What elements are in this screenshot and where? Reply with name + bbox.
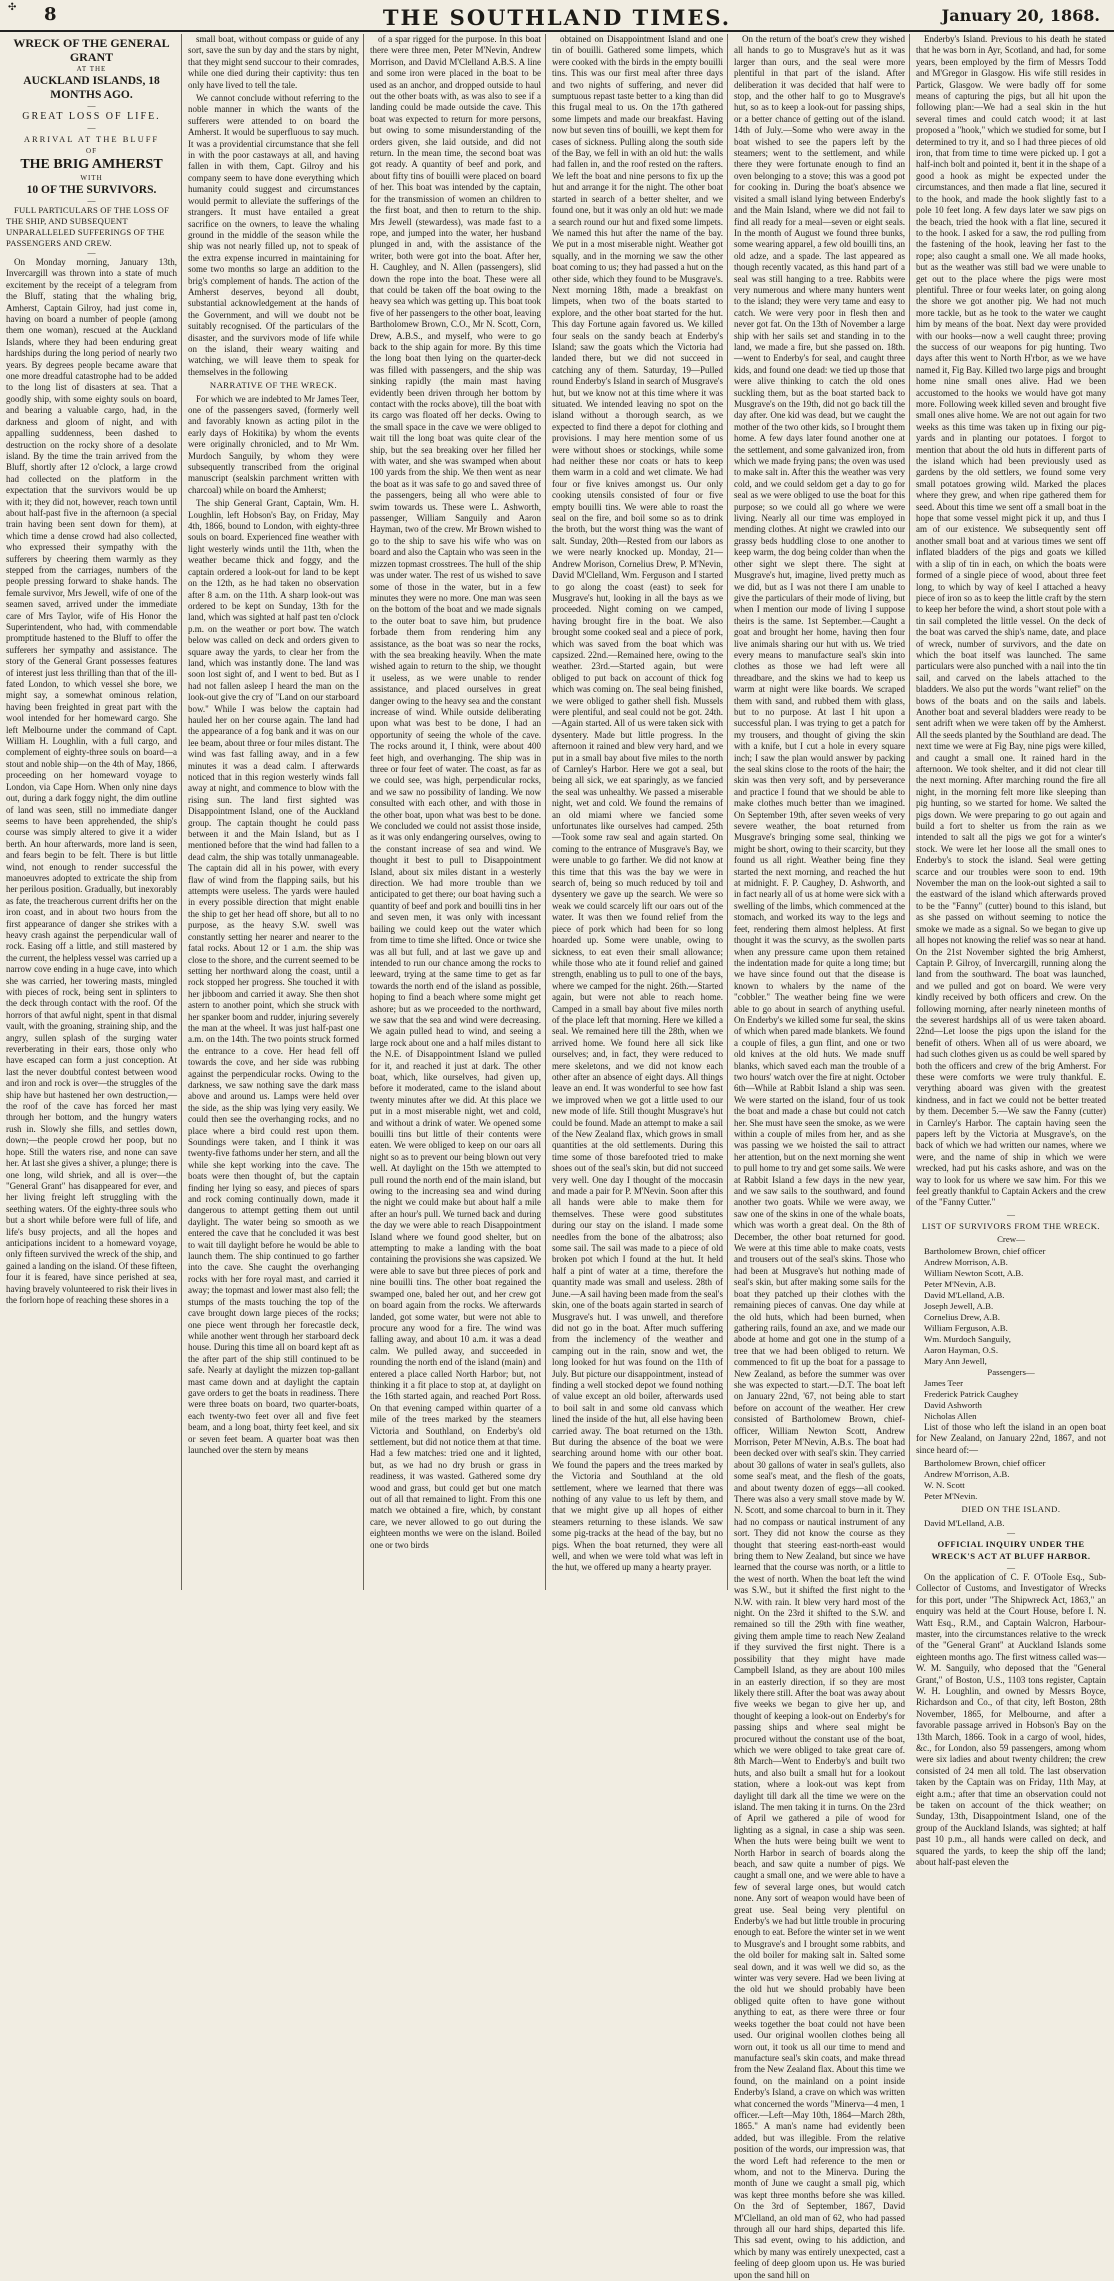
- list-item: Peter M'Nevin.: [924, 1491, 978, 1502]
- list-item: David M'Lelland, A.B.: [924, 1289, 1005, 1300]
- headline-survivors: 10 OF THE SURVIVORS.: [26, 184, 157, 196]
- masthead: [0, 0, 1114, 32]
- list-item: William Ferguson, A.B.: [924, 1322, 1008, 1333]
- headline-brig: THE BRIG AMHERST: [20, 157, 163, 172]
- paragraph: On the return of the boat's crew they wished all hands to go to Musgrave's hut as it was larger than ours, and the seal were more plentiful in that part of the island. After deliberation it was decided that half were to stop, and the other half to go to Musgrave's hut, so as to keep a look-out for passing ships, or a better chance of getting out of the island. 14th of July.—Some who were away in the boat wished to see the papers left by the steamers; went to the settlement, and while there they were fortunate enough to find an oven belonging to a stove; this was a good pot for cooking in. During the boat's absence we visited a small island lying between Enderby's and the Main Island, where we did not fail to find all ready for a meal—seven or eight seals. In the month of August we found three bunks, some wearing apparel, a few old bouilli tins, an old adze, and a spade. The last appeared as though recently vacated, as this hand part of a seal was still hanging to a tree. Rabbits were very numerous and where many hunters went to the island; they were very tame and easy to catch. We were very poor in flesh then and never got fat. On the 13th of November a large ship with her sails set and standing in to the land, we made a fire, but she passed on. 18th.—went to Enderby's for seal, and caught three kids, and found one dead: we tied up those that were alive thinking to catch the old ones suckling them, but as the boat started back to Musgrave's on the 19th, did not go back till the day after. One kid was dead, but we caught the mother of the two other kids, so I brought them home. A few days later found another one at the settlement, and some galvanized iron, from which we made frying pans; the oven was used to make salt in. After this the weather was very cold, and we could seldom get a day to go for seal as we were obliged to use the boat for this purpose; so we could all go where we were living. Nearly all our time was employed in mending clothes. At night we crawled into our grassy beds huddling close to one another to keep warm, the dog being colder than when the other sight we slept there. The sight at Musgrave's hut, imagine, lived pretty much as we did, but as I was not there I am unable to give the particulars of their mode of living, but when I mention our mode of living I suppose theirs is the same. 1st September.—Caught a goat and brought her home, having then four live animals sharing our hut with us. We tried every means to manufacture seal's skin into clothes as those we had left were all threadbare, and the skins we had to keep us warm at night were like boards. We scraped them with sand, and rubbed them with glass, but to no purpose. At last I hit upon a successful plan. I was trying to get a patch for my trousers, and thought of giving the skin with a knife, but I cut a hole in every square inch; I saw the plan would answer by packing the seal skins close to the roots of the hair; the skin was then very soft, and by perseverance and practice I found that we should be able to make clothes much better than we imagined. On September 19th, after seven weeks of very severe weather, the boat returned from Musgrave's bringing some seal, thinking we might be short, owing to their scarcity, but they found us all right. Weather being fine they started the next morning, and reached the hut at midnight. F. P. Caughey, D. Ashworth, and in fact nearly all of us at home were sick with a swelling of the limbs, which commenced at the stomach, and worked its way to the legs and feet, rendering them almost helpless. At first thought it was the scurvy, as the swollen parts when any pressure came upon them retained the indentation made for quite a long time; but we have since found out that the disease is known to whalers by the name of the "cobbler." The weather being fine we were able to go about in search of anything useful. On Enderby's we killed some fur seal, the skins of which when pared made blankets. We found a couple of files, a gun flint, and one or two old knives at the old huts. We made snuff blanks, which saved each man the trouble of a two hours' watch over the fire at night. October 6th—While at Rabbit Island a ship was seen. We were started on the island, four of us took the boat and made a chase but could not catch her. She must have seen the smoke, as we were within a couple of miles from her, and as she was passing we we hoisted the sail to attract her attention, but on the next morning she went to pull home to try and get some sails. We were at Rabbit Island a few days in the new year, and we saw sails to the southward, and found another two goats. While we were away, we saw one of the skins in one of the whale boats, which was worth a great deal. On the 8th of December, the other boat returned for good. We were at this time able to make coats, vests and trousers out of the seal's skins. Those who had been at Musgrave's hut nothing made of seal's skin, but after making some sails for the boat they patched up their clothes with the remaining pieces of canvas. One day while at the old huts, which had been burned, when gathering rails, found an axe, and we made our abode at home and got one in the stump of a tree that we had been obliged to return. We commenced to fit up the boat for a passage to New Zealand, as before the summer was over she was expected to start.—D.T. The boat left on January 22nd, '67, not being able to start before on account of the weather. Her crew consisted of Bartholomew Brown, chief-officer, William Newton Scott, Andrew Morrison, Peter M'Nevin, A.B.s. The boat had been decked over with seal's skin. They carried about 30 gallons of water in seal's gullets, also some seal's meat, and the flesh of the goats, and about twenty dozen of eggs—all cooked. There was also a very small stove made by W. N. Scott, and some charcoal to burn in it. They had no compass or nautical instrument of any sort. They did not know the course as they thought that steering east-north-east would bring them to New Zealand, but since we have learned that the course was north, or a little to the west of north. When the boat left the wind was S.W., but it shifted the first night to the N.W. with rain. It blew very hard most of the night. On the 23rd it shifted to the S.W. and remained so till the 29th with fine weather, giving them ample time to reach New Zealand if they survived the first night. There is a possibility that they might have made Campbell Island, as they are about 100 miles in an easterly direction, if so they are most likely there still. After the boat was away about five weeks we began to give her up, and thought of keeping a look-out on Enderby's for passing ships and where seal might be procured without the constant use of the boat, which we were obliged to take great care of. 8th March—Went to Enderby's and built two huts, and also built a small hut for a lookout station, where a look-out was kept from daylight till dark all the time we were on the island. The men taking it in turns. On the 23rd of April we gathered a pile of wood for lighting as a signal, in case a ship was seen. When the huts were being built we went to North Harbor in search of boards along the beach, and saw quite a number of pigs. We caught a small one, and we were able to have a few of several large ones, but would catch none. Any sort of weapon would have been of great use. Seal being very plentiful on Enderby's we had but little trouble in procuring enough to eat. Before the winter set in we went to Musgrave's and I brought some rabbits, and the old boiler for making salt in. Salted some seal down, and it was well we did so, as the winter was very severe. Had we been living at the old hut we should probably have been obliged quite often to have gone without anything to eat, as there were three or four weeks together the boat could not have been used. Our original woollen clothes being all worn out, it took us all our time to mend and manufacture seal's skin coats, and make thread from the New Zealand flax. About this time we found, on the mainland on a point inside Enderby's Island, a crave on which was written what concerned the words "Minerva—4 men, 1 officer.—Left—May 10th, 1864—March 28th, 1865." A man's name had evidently been added, but was illegible. From the relative position of the words, our impression was, that the word Left had reference to the men or whom, and not to the Minerva. During the month of June we caught a small pig, which was kept three months before she was killed. On the 3rd of September, 1867, David M'Clelland, an old man of 62, who had passed through all our hard ships, departed this life. This sad event, owing to his addiction, and which by many was entirely unexpected, cast a feeling of deep gloom upon us. He was buried upon the sand hill on: [734, 34, 905, 2280]
- newspaper-title: THE SOUTHLAND TIMES.: [382, 5, 732, 30]
- paragraph: We cannot conclude without referring to the noble manner in which the wants of the sufferers were attended to on board the Amherst. It would be superfluous to say much. It was a providential circumstance that she fell in with the poor castaways at all, and having fallen in with them, Capt. Gilroy and his company seem to have done everything which humanity could suggest and circumstances would permit to alleviate the sufferings of the strangers. It must have entailed a great sacrifice on the owners, to leave the whaling ground in the middle of the season while the ship was not nearly filled up, not to speak of the extra expense incurred in maintaining for some two months so large an addition to the brig's complement of hands. The action of the Amherst deserves, beyond all doubt, substantial acknowledgement at the hands of the Government, and will we doubt not be suitably recognised. Of the particulars of the disaster, and the survivors mode of life while on the island, their weary waiting and watching, we will leave them to speak for themselves in the following: [188, 93, 359, 377]
- headline-of: OF: [86, 147, 97, 155]
- page-number: 8: [44, 4, 57, 25]
- paragraph: of a spar rigged for the purpose. In this boat there were three men, Peter M'Nevin, Andrew Morrison, and David M'Clelland A.B.S. A line and some iron were placed in the boat to be used as an anchor, and dropped outside to haul out the other boats with, as was also to see if a landing could be made outside the cave. This boat was expected to return for more persons, but owing to some misunderstanding of the orders given, she laid outside, and did not return. In the mean time, the second boat was got ready. A quantity of beef and pork, and about fifty tins of bouilli were placed on board of her. This boat was intended by the captain, for the transmission of women an children to the first boat, and then to return to the ship. Mrs Jewell (stewardess), was made fast to a rope, and jumped into the water, her husband plunged in and, with the assistance of the writer, both were got into the boat. After her, H. Caughley, and N. Allen (passengers), slid down the rope into the boat. These were all that could be taken off the boat owing to the heavy sea which was getting up. This boat took five of her passengers to the other boat, leaving Bartholomew Brown, C.O., Mr N. Scott, Corn, Drew, A.B.S., and myself, who were to go back to the ship again for more. By this time the long boat then lying on the quarter-deck was filled with passengers, and the ship was sinking rapidly (the main mast having evidently been driven through her bottom by contact with the rocks above), till the boat with its cargo was floated off her decks. Owing to the small space in the cave we were obliged to wait till the long boat was quite clear of the ship, but the sea breaking over her filled her with water, and she was swamped when about 100 yards from the ship. We then went as near the boat as it was safe to go and saved three of the passengers, being all who were able to swim towards us. These were L. Ashworth, passenger, William Sanguily and Aaron Hayman, two of the crew. Mr Brown wished to go to the ship to save his wife who was on board and also the Captain who was seen in the mizzen topmast crosstrees. The hull of the ship was under water. The rest of us wished to save some of those in the water, but in a few minutes they were no more. One man was seen on the bottom of the boat and we made signals to the outer boat to save him, but prudence forbade them from rendering him any assistance, as the boat was so near the rocks, with the sea breaking heavily. When the mate wished again to return to the ship, we thought it useless, as we were unable to render assistance, and placed ourselves in great danger owing to the heavy sea and the constant increase of wind. While outside deliberating upon what was best to be done, I had an opportunity of seeing the whole of the cave. The rocks around it, I think, were about 400 feet high, and overhanging. The ship was in three or four feet of water. The coast, as far as we could see, was high, perpendicular rocks, and we saw no possibility of landing. We now consulted with each other, and with those in the other boat, upon what was best to be done. We concluded we could not assist those inside, as it was only endangering ourselves, owing to the constant increase of sea and wind. We thought it best to pull to Disappointment Island, about six miles distant in a westerly direction. We had more trouble than we anticipated to get there; our boat having such a quantity of beef and pork and bouilli tins in her and seven men, it was only with incessant bailing we could keep out the water which from time to time she lifted. Once or twice she was all but full, and at last we gave up and intended to run our chance among the rocks to leeward, trying at the same time to get as far towards the north end of the island as possible, hoping to find a beach where some might get ashore; but as we proceeded to the northward, we saw that the sea and wind were decreasing. We again pulled head to wind, and seeing a large rock about one and a half miles distant to the N.E. of Disappointment Island we pulled for it, and reached it just at dark. The other boat, which, like ourselves, had given up, before it moderated, came to the island about twenty minutes after we did. At this place we put in a most miserable night, wet and cold, and without a drink of water. We opened some bouilli tins but little of their contents were eaten. We were obliged to keep on our oars all night so as to prevent our being blown out very well. At daylight on the 15th we attempted to pull round the north end of the main island, but owing to the increasing sea and wind during the night we could make but about half a mile after an hour's pull. We turned back and during the day we were able to reach Disappointment Island where we found good shelter, but on attempting to make a landing with the boat containing the provisions she was capsized. We were able to save but three pieces of pork and nine bouilli tins. The other boat regained the swamped one, baled her out, and her crew got on board again from the rocks. We afterwards landed, got some water, but were not able to procure any wood for a fire. The wind was falling away, and about 10 a.m. it was a dead calm. We pulled away, and succeeded in rounding the north end of the island (main) and entered a place called North Harbor; but, not thinking it a fit place to stop at, at daylight on the 16th started again, and reached Port Ross. On that evening camped within quarter of a mile of the trees marked by the steamers Victoria and Southland, on Enderby's old settlement, but did not notice them at that time. Had a few matches: tried one and it lighted, but, as we had no dry brush or grass in readiness, it was wasted. Gathered some dry wood and grass, but could get but one match out of all that remained to light. From this one match we obtained a fire, which, by constant care, we never allowed to go out during the eighteen months we were on the island. Boiled one or two birds: [370, 34, 541, 1550]
- boat-list: [916, 1458, 1106, 1502]
- column-4: [552, 34, 723, 1590]
- list-item: Andrew Morrison, A.B.: [924, 1256, 1008, 1267]
- headline-great-loss: GREAT LOSS OF LIFE.: [22, 111, 161, 122]
- list-item: Bartholomew Brown, chief officer: [924, 1245, 1046, 1256]
- paragraph: small boat, without compass or guide of any sort, save the sun by day and the stars by night, that they might send succour to their comrades, while one died during their captivity: thus ten only have lived to tell the tale.: [188, 34, 359, 90]
- headline-islands: AUCKLAND ISLANDS, 18 MONTHS AGO.: [23, 75, 160, 101]
- column-rule: [181, 34, 182, 1590]
- headline-at-the: AT THE: [76, 65, 107, 73]
- paragraph: On the application of C. F. O'Toole Esq., Sub-Collector of Customs, and Investigator of Wrecks for this port, under "The Shipwreck Act, 1863," an enquiry was held at the Court House, before I. N. Watt Esq., R.M., and Captain Walcron, Harbour-master, into the circumstances relative to the wreck of the "General Grant" at Auckland Islands some eighteen months ago. The first witness called was— W. M. Sanguily, who deposed that the "General Grant," of Boston, U.S., 1103 tons register, Captain W. H. Loughlin, and owned by Messrs Boyce, Richardson and Co., of that city, left Boston, 28th November, 1865, for Melbourne, and after a favorable passage arrived in Hobson's Bay on the 13th March, 1866. Took in a cargo of wool, hides, &c., for London, also 59 passengers, among whom were six ladies and about twenty children; the crew consisted of 24 men all told. The last observation taken by the Captain was on Friday, 11th May, at eight a.m.; after that time an observation could not be taken on account of the thick weather; on Sunday, 13th, Disappointment Island, one of the group of the Auckland Islands, was sighted; at half past 10 p.m., all hands were called on deck, and squared the yards, to keep the ship off the land; about half-past eleven the: [916, 1571, 1106, 1868]
- list-item: W. N. Scott: [924, 1480, 965, 1491]
- paragraph: The ship General Grant, Captain, Wm. H. Loughlin, left Hobson's Bay, on Friday, May 4th, 1866, bound to London, with eighty-three souls on board. Experienced fine weather with light westerly winds until the 11th, when the weather became thick and foggy, and the captain ordered a look-out for land to be kept on the 12th, as he had taken no observation after 8 a.m. on the 11th. A sharp look-out was ordered to be kept on Sunday, 13th for the land, which was sighted at half past ten o'clock p.m. on the weather or port bow. The watch below was called on deck and orders given to square away the yards, to clear her from the land, which was instantly done. The land was soon lost sight of, and I went to bed. But as I had not fallen asleep I heard the man on the look-out give the cry of "Land on our starboard bow." While I was below the captain had hauled her on her course again. The land had the appearance of a fog bank and it was on our lee beam, about three or four miles distant. The wind was fast falling away, and in a few minutes it was a dead calm. I afterwards noticed that in this region westerly winds fall away at night, and commence to blow with the rising sun. The land first sighted was Disappointment Island, one of the Auckland group. The captain thought he could pass between it and the Main Island, but as I mentioned before that the wind had fallen to a dead calm, the ship was totally unmanageable. The captain did all in his power, with every flaw of wind from the flapping sails, but his attempts were useless. The yards were hauled in every possible direction that might enable the ship to get her head off shore, but all to no purpose, as the heavy S.W. swell was constantly setting her nearer and nearer to the fatal rocks. About 12 or 1 a.m. the ship was close to the shore, and the current seemed to be setting her northward along the coast, until a rock stopped her progress. She touched it with her jibboom and carried it away. She then shot astern to another point, which she struck with her spanker boom and rudder, injuring severely the man at the wheel. It was just half-past one a.m. on the 14th. The two points struck formed the entrance to a cove. Her head fell off towards the cove, and her side was rubbing against the perpendicular rocks. Owing to the darkness, we saw nothing save the dark mass above and around us. Lamps were held over the side, as the ship was lying very easily. We could then see the overhanging rocks, and no place where a bird could rest upon them. Soundings were taken, and I think it was twenty-five fathoms under her stern, and all the while she kept working into the cave. The boats were then thought of, but the captain finding her lying so easy, and pieces of spars and rock coming continually down, made it dangerous to attempt getting them out until daylight. The water being so smooth as we entered the cave that he concluded it was best to wait till daylight before he would be able to launch them. The ship continued to go farther into the cave. She caught the overhanging rocks with her fore royal mast, and carried it away; the topmast and lower mast also fell; the stumps of the masts touching the top of the cave brought down large pieces of the rocks; one piece went through her forecastle deck, while another went through her starboard deck house. During this time all on board kept aft as the after part of the ship still continued to be safe. Nearly at daylight the mizzen top-gallant mast came down and at daylight the captain gave orders to get the boats in readiness. There were three boats on board, two quarter-boats, each twenty-two feet over all and five feet beam, and a long boat, thirty feet keel, and six or seven feet beam. A quarter boat was then launched over the stern by means: [188, 498, 359, 1455]
- list-item: Bartholomew Brown, chief officer: [924, 1458, 1046, 1469]
- list-item: Cornelius Drew, A.B.: [924, 1311, 1000, 1322]
- headline-arrival: ARRIVAL AT THE BLUFF: [23, 134, 160, 144]
- list-item: Joseph Jewell, A.B.: [924, 1300, 994, 1311]
- paragraph: On Monday morning, January 13th, Invercargill was thrown into a state of much excitement by the receipt of a telegram from the Bluff, stating that the whaling brig, Amherst, Captain Gilroy, had just come in, having on board a number of people (among them one woman), rescued at the Auckland Islands, where they had been enduring great hardships during the long period of nearly two years. By degrees people became aware that one more dreadful catastrophe had to be added to the long list of disasters at sea. That a goodly ship, with some eighty souls on board, and bearing a valuable cargo, had, in the darkness and gloom of night, and with appalling suddenness, been dashed to destruction on the rocky shore of a desolate island. By the time the train arrived from the Bluff, shortly after 12 o'clock, a large crowd had collected on the platform in the expectation that the survivors would be up with it; they did not, however, reach town until about half-past five in the afternoon (a special train having been sent down for them), at which time a dense crowd had also collected, who expressed their sympathy with the sufferers by cheering them warmly as they stepped from the carriages, numbers of the people pressing forward to shake hands. The female survivor, Mrs Jewell, wife of one of the seamen saved, arrived under the immediate care of Mrs Taylor, wife of His Honor the Superintendent, who had, with commendable promptitude hastened to the Bluff to offer the sufferers her sympathy and assistance. The story of the General Grant possesses features of interest just less thrilling than that of the ill-fated London, to which vessel she bore, we might say, a somewhat ominous relation, having been freighted in great part with the wool intended for her homeward cargo. She left Melbourne under the command of Capt. William H. Loughlin, with a full cargo, and complement of eighty-three souls on board—a stout and noble ship—on the 4th of May, 1866, proceeding on her homeward voyage to London, via Cape Horn. When only nine days out, during a dark foggy night, the dim outline of land was seen, still no immediate danger seems to have been apprehended, the ship's course was simply altered to give it a wider berth. An hour afterwards, more land is seen, and fears begin to be felt. There is but little wind, not enough to render successful the manoeuvres adopted to extricate the ship from her perilous position. Gradually, but inexorably as fate, the treacherous current drifts her on the iron coast, and in about two hours from the first appearance of danger she strikes with a heavy crash against the perpendicular wall of rock. Easing off a little, and still mastered by the current, the helpless vessel was carried up a narrow cove ending in a huge cave, into which she was carried, her towering masts, mingled with pieces of rock, being sent in splinters to the deck through contact with the roof. Of the horrors of that awful night, spent in that dismal vault, with the groaning, straining ship, and the angry, sullen splash of the surging water reverberating in their ears, those only who have escaped can form a just conception. At last the never doubtful contest between wood and iron and rock is over—the struggles of the ship have but hastened her own destruction,—the roof of the cave has forced her mast through her bottom, and the hungry waters rush in. Slowly she fills, and settles down, down;—the people crowd her poop, but no hope. Still the waters rise, and none can save her. At last she gives a shiver, a plunge; there is one long, wild shriek, and all is over—the "General Grant" has disappeared for ever, and her living freight left struggling with the seething waters. Of the eighty-three souls who but a short while before were full of life, and life's busy projects, and all the hopes and anticipations incident to a homeward voyage, only fifteen survived the wreck of the ship, and gained a landing on the island. Of these fifteen, four it is feared, have since perished at sea, having bravely volunteered to risk their lives in the forlorn hope of reaching these shores in a: [6, 257, 177, 1305]
- section-heading: NARRATIVE OF THE WRECK.: [209, 380, 338, 391]
- divider: —: [87, 248, 96, 257]
- divider: —: [87, 196, 96, 205]
- list-item: James Teer: [924, 1378, 964, 1389]
- divider: —: [1007, 1528, 1015, 1538]
- subheadline: FULL PARTICULARS OF THE LOSS OF THE SHIP, AND SUBSEQUENT UNPARALLELED SUFFERINGS OF THE PASSENGERS AND CREW.: [6, 205, 170, 248]
- list-item: Frederick Patrick Caughey: [924, 1389, 1019, 1400]
- column-6: [916, 34, 1106, 1868]
- column-2: [188, 34, 359, 1590]
- list-item: William Newton Scott, A.B.: [924, 1267, 1024, 1278]
- divider: —: [1007, 1562, 1015, 1572]
- list-item: Wm. Murdoch Sanguily,: [924, 1333, 1011, 1344]
- list-item: Peter M'Nevin, A.B.: [924, 1278, 996, 1289]
- crew-list: [916, 1246, 1106, 1367]
- column-5: [734, 34, 905, 2280]
- list-item: Nicholas Allen: [924, 1411, 977, 1422]
- column-1: [6, 34, 177, 1590]
- divider: —: [1007, 1209, 1015, 1219]
- inquiry-title: OFFICIAL INQUIRY UNDER THE WRECK'S ACT AT BLUFF HARBOR.: [931, 1539, 1091, 1561]
- list-item: Mary Ann Jewell,: [924, 1355, 987, 1366]
- headline: WRECK OF THE GENERAL GRANT: [13, 36, 170, 64]
- divider: —: [87, 123, 96, 132]
- died-label: DIED ON THE ISLAND.: [961, 1504, 1061, 1515]
- column-rule: [909, 34, 910, 1590]
- died-name: David M'Lelland, A.B.: [924, 1517, 1005, 1528]
- list-item: Andrew M'orrison, A.B.: [924, 1469, 1010, 1480]
- list-item: Aaron Hayman, O.S.: [924, 1344, 999, 1355]
- paragraph: Enderby's Island. Previous to his death he stated that he was born in Ayr, Scotland, and had, for some years, been employed by the firm of Messrs Todd and M'Gregor in Glasgow. His wife still resides in Partick, Glasgow. We were badly off for some means of capturing the pigs, but all hit upon the following plan:—We had a seal skin in the hut several times and could catch wood; it at last proposed a "hook," which we studied for some, but I determined to try it, and so I had three pieces of old iron, that from time to time were picked up. I got a half-inch bolt and pointed it, bent it in the shape of a good a hook as might be expected under the circumstances, and then made a flat line, secured it to the hook, and made the hook slightly fast to a pole 10 feet long. A few days later we saw pigs on the beach, tried the hook with a flat line, secured it to the hook. I asked for a saw, the rod pulling from the fastening of the hook, leaving her fast to the rope; also caught a small one. We all made hooks, but as the weather was still bad we were unable to get out to the place where the pigs were most plentiful. Three or four weeks later, on going along the shore we got another pig. We had not much more tackle, but as he took to the water we caught him by means of the boat. Next day were provided with our hooks—now a well caught three; proving the success of our weapons for pig hunting. Two days after this went to North H'rbor, as we we have named it, Fig Bay. Killed two large pigs and brought home nine small ones alive. Had we been accustomed to the hooks we would have got many more. Following week killed seven and brought five small ones alive home. We are not out again for two weeks as this time was taken up in fixing our pig-yards and in planting our potatoes. I forgot to mention that about the old huts in different parts of the island which had been previously used as gardens by the old settlers, we found some very small potatoes growing wild. Marked the places where they grew, and when ripe gathered them for seed. About this time we sent off a small boat in the hope that some vessel might pick it up, and thus I am of our existence. We subsequently sent off another small boat and at various times we sent off inflated bladders of the pigs and goats we killed with a slip of tin in each, on which the boats were formed of a single piece of wood, about three feet long, to which by way of keel I attached a heavy piece of iron so as to keep the little craft by the stern to keep her before the wind, a short stout pole with a tin sail completed the little vessel. On the deck of the boat was carved the ship's name, date, and place of wreck, number of survivors, and the date on which the boat itself was launched. The same particulars were also punched with a nail into the tin sail, and carved on the labels attached to the bladders. We also put the words "want relief" on the bows of the boats and on the sails and labels. Another boat and several bladders were ready to be sent adrift when we were taken off by the Amherst. All the seeds planted by the Southland are dead. The next time we were at Fig Bay, nine pigs were killed, and caught a small one. It rained hard in the afternoon. We took shelter, and it did not clear till the next morning. After marching round the fire all night, in the morning felt more like sleeping than pig hunting, so we started for home. We salted the pigs down. We were preparing to go out again and build a fort to shelter us from the rain as we intended to salt all the pigs we got for a winter's stock. We were let her loose all the small ones to Enderby's to stock the island. Seal were getting scarce and our troubles were soon to end. 19th November the man on the look-out sighted a sail to the eastward of the island which afterwards proved to be the "Fanny" (cutter) bound to this island, but as she passed on without seeming to notice the smoke we made as a signal. So we began to give up all hopes not knowing the relief was so near at hand. On the 21st November sighted the brig Amherst, Captain P. Gilroy, of Invercargill, running along the land from the southward. The boat was launched, and we pulled and got on board. We were very kindly received by both officers and crew. On the following morning, after nearly nineteen months of the severest hardships all of us were taken aboard. 22nd—Let loose the pigs upon the island for the benefit of others. When all of us were aboard, we had such clothes given us as could be well spared by both the officers and crew of the brig Amherst. For these were comforts we were truly thankful. E. verything aboard was given with the greatest kindness, and in fact we could not be better treated by them. December 5.—We saw the Fanny (cutter) in Carnley's Harbor. The captain having seen the papers left by the Victoria at Musgrave's, on the back of which we had written our names, where we were, and the name of ship in which we were wrecked, had put his casks ashore, and was on the way to look for us where we saw him. For this we feel greatly thankful to Captain Ackers and the crew of the "Fanny Cutter.": [916, 34, 1106, 1208]
- headline-with: WITH: [80, 174, 103, 182]
- paragraph: obtained on Disappointment Island and one tin of bouilli. Gathered some limpets, which were cooked with the birds in the empty bouilli tins. This was our first meal after three days and two nights of suffering, and never did sumptuous repast taste better to a king than did this frugal meal to us. On the 17th gathered some limpets and made our breakfast. Having now but seven tins of bouilli, we kept them for cases of sickness. Pulling along the south side of the Bay, we fell in with an old hut: the walls had fallen in, and the roof rested on the rafters. We left the boat and nine persons to fix up the hut and arrange it for the night. The other boat started in search of a better shelter, and we found one, but it was only an old hut: we made a search round our hut and fixed some limpets. We named this hut after the name of the bay. We put in a most miserable night. Weather got squally, and in the morning we saw the other boat coming to us; they had passed a hut on the other side, which they found to be Musgrave's. Next morning 18th, made a breakfast on limpets, when two of the boats started to explore, and the other boat started for the hut. This day Fortune again favored us. We killed four seals on the sandy beach at Enderby's Island; saw the goats which the Victoria had landed there, but we did not succeed in catching any of them. Saturday, 19—Pulled round Enderby's Island in search of Musgrave's hut, but we know not at this time where it was situated. We intended leaving no spot on the island without a thorough search, as we expected to find there a depot for clothing and provisions. I may here mention some of us were without shoes or stockings, while some had neither these nor coats or hats to keep them warm in a cold and wet climate. We had four or five knives amongst us. Our only cooking utensils consisted of four or five empty bouilli tins. We were able to roast the seal on the fire, and boil some so as to drink the broth, but the worst thing was the want of salt. Sunday, 20th—Rested from our labors as we were nearly knocked up. Monday, 21—Andrew Morison, Cornelius Drew, P. M'Nevin, David M'Clelland, Wm. Ferguson and I started to go along the coast (east) to seek for Musgrave's hut, looking in all the bays as we proceeded. Night coming on we camped, having brought fire in the boat. We also brought some cooked seal and a piece of pork, which was saved from the boat which was capsized. 22nd.—Remained here, owing to the weather. 23rd.—Started again, but were obliged to put back on account of thick fog which was coming on. The seal being finished, we were obliged to gather shell fish. Mussels were plentiful, and seal could not be got. 24th.—Again started. All of us were taken sick with dysentery. Made but little progress. In the afternoon it rained and blew very hard, and we put in a small bay about five miles to the north of Carnley's Harbor. Here we got a seal, but being all sick, we eat sparingly, as we fancied the seal was unhealthy. We passed a miserable night, wet and cold. We found the remains of an old miami where we fancied some unfortunates like ourselves had camped. 25th—Took some raw seal and again started. On coming to the entrance of Musgrave's Bay, we were unable to go farther. We did not know at this time that this was the bay we were in search of, being so much reduced by toil and dysentery we gave up the search. We were so weak we could scarcely lift our oars out of the water. It was then we found relief from the piece of pork which had been for so long hoarded up. Some were unable, owing to sickness, to eat even their small allowance; while those who ate it found relief and gained strength, enabling us to pull to one of the bays, where we camped for the night. 26th.—Started again, but were not able to reach home. Camped in a small bay about five miles north of the place left that morning. Here we killed a seal. We remained here till the 28th, when we arrived home. We found here all sick like ourselves; and, in fact, they were reduced to mere skeletons, and we did not know each other after an absence of eight days. All things leave an end. It was wonderful to see how fast we improved when we got a little used to our new mode of life. Still thought Musgrave's hut could be found. Made an attempt to make a sail of the New Zealand flax, which grows in small quantities at the old settlements. During this time some of those barefooted tried to make shoes out of the seal's skin, but did not succeed very well. One day I thought of the moccasin and made a pair for P. M'Nevin. Soon after this all hands were able to make them for themselves. These were good substitutes during our stay on the island. I made some needles from the bone of the albatross; also some sail. The sail was made to a piece of old broken pot which I found at the hut. It held half a pint of water at a time, therefore the quantity made was small and useless. 28th of June.—A sail having been made from the seal's skin, one of the boats again started in search of Musgrave's hut. I was unwell, and therefore did not go in the boat. After much suffering from the inclemency of the weather and camping out in the rain, snow and wet, the long looked for hut was found on the 11th of July. But picture our disappointment, instead of finding a well stocked depot we found nothing of value except an old boiler, afterwards used to boil salt in and some old canvass which lined the inside of the hut, all else having been carried away. The boat returned on the 13th. But during the absence of the boat we were searching around home with our other boat. We found the papers and the trees marked by the Victoria and Southland at the old settlement, where we learned that there was nothing of any value to us left by them, and that we might give up all hopes of either steamers returning to these islands. We saw some pig-tracks at the head of the bay, but no pigs. When the boat returned, they were all well, and when we were told what was left in the hut, we offered up many a hearty prayer.: [552, 34, 723, 1573]
- issue-date: January 20, 1868.: [941, 6, 1100, 25]
- column-rule: [727, 34, 728, 1590]
- survivors-list-title: LIST OF SURVIVORS FROM THE WRECK.: [921, 1220, 1101, 1231]
- divider: —: [87, 101, 96, 110]
- passengers-label: Passengers—: [987, 1366, 1035, 1377]
- list-item: David Ashworth: [924, 1400, 982, 1411]
- column-3: [370, 34, 541, 1590]
- column-rule: [363, 34, 364, 1590]
- boat-note: List of those who left the island in an open boat for New Zealand, on January 22nd, 1867, and not since heard of:—: [916, 1422, 1106, 1455]
- paragraph: For which we are indebted to Mr James Teer, one of the passengers saved, (formerly well and favorably known as acting pilot in the early days of Hokitika) by whom the events were originally chronicled, and to Mr Wm. Murdoch Sanguily, by whom they were subsequently transcribed from the original manuscript (sealskin parchment written with charcoal) while on board the Amherst;: [188, 393, 359, 495]
- crew-label: Crew—: [997, 1234, 1025, 1245]
- column-rule: [545, 34, 546, 1590]
- passenger-list: [916, 1378, 1106, 1422]
- masthead-mark: ✣: [8, 2, 17, 13]
